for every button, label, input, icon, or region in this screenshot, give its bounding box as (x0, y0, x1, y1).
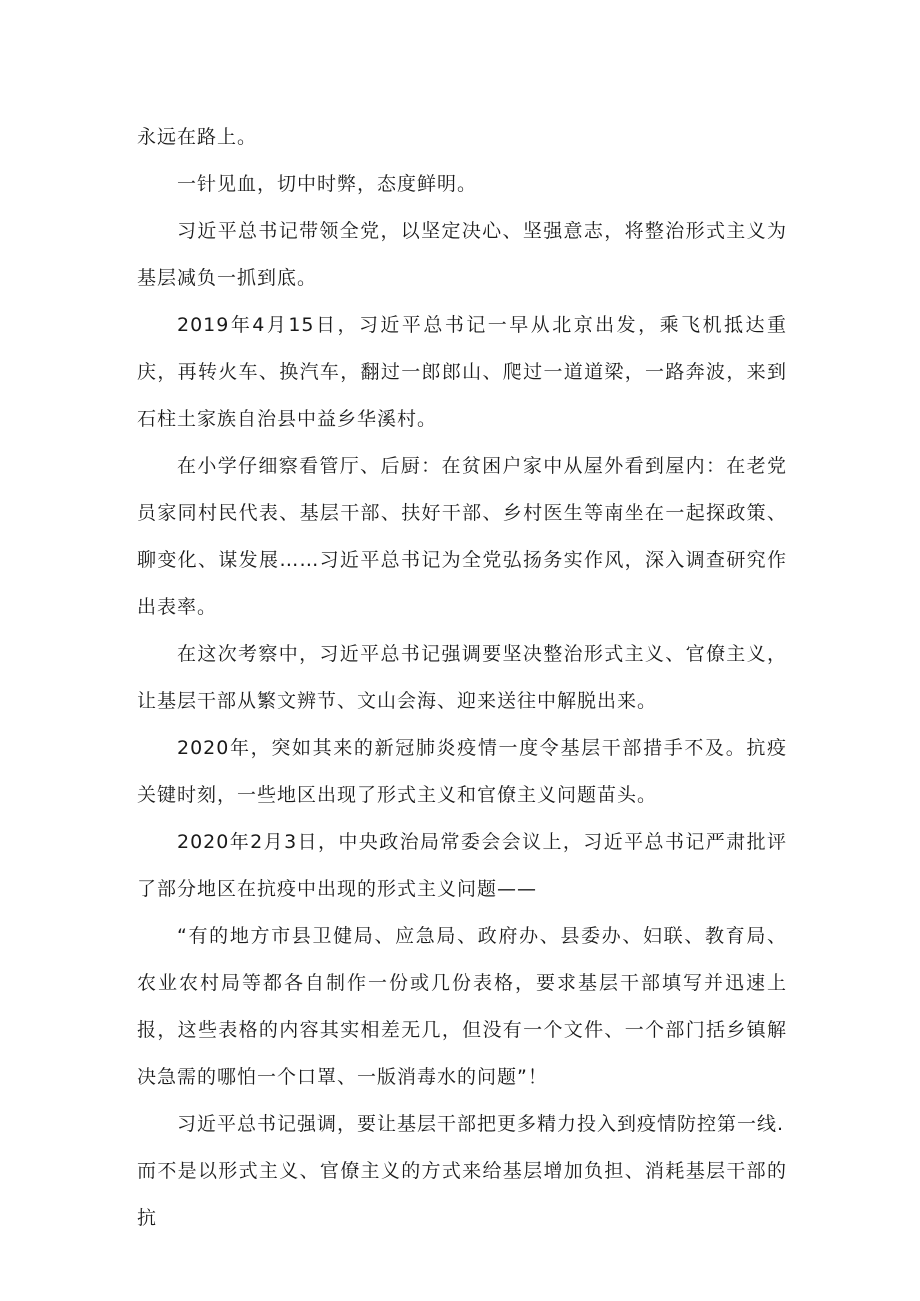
quoted-paragraph: “有的地方市县卫健局、应急局、政府办、县委办、妇联、教育局、农业农村局等都各自制作一份或几份表格，要求基层干部填写并迅速上报，这些表格的内容其实相差无几，但没有一个文件、一个部门括乡镇解决急需的哪怕一个口罩、一版消毒水的问题”！ (137, 925, 787, 1088)
document-body (137, 114, 787, 1242)
paragraph: 2020年2月3日，中央政治局常委会会议上，习近平总书记严肃批评了部分地区在抗疫中出现的形式主义问题—— (137, 831, 787, 900)
paragraph: 习近平总书记带领全党，以坚定决心、坚强意志，将整治形式主义为基层减负一抓到底。 (137, 220, 787, 289)
paragraph: 一针见血，切中时弊，态度鲜明。 (177, 173, 478, 195)
paragraph: 习近平总书记强调，要让基层干部把更多精力投入到疫情防控第一线. (177, 1113, 785, 1135)
paragraph: 2019年4月15日，习近平总书记一早从北京出发，乘飞机抵达重庆，再转火车、换汽车，翻过一郎郎山、爬过一道道梁，一路奔波，来到石柱土家族自治县中益乡华溪村。 (137, 314, 787, 430)
paragraph: 在小学仔细察看管厅、后厨：在贫困户家中从屋外看到屋内：在老党员家同村民代表、基层干部、扶好干部、乡村医生等南坐在一起探政策、聊变化、谋发展……习近平总书记为全党弘扬务实作风，深入调查研究作出表率。 (137, 455, 787, 618)
paragraph: 而不是以形式主义、官僚主义的方式来给基层增加负担、消耗基层干部的抗 (137, 1160, 787, 1229)
paragraph: 永远在路上。 (137, 126, 258, 148)
paragraph: 在这次考察中，习近平总书记强调要坚决整治形式主义、官僚主义，让基层干部从繁文辨节、文山会海、迎来送往中解脱出来。 (137, 643, 787, 712)
paragraph: 2020年，突如其来的新冠肺炎疫情一度令基层干部措手不及。抗疫关键时刻，一些地区出现了形式主义和官僚主义问题苗头。 (137, 737, 787, 806)
